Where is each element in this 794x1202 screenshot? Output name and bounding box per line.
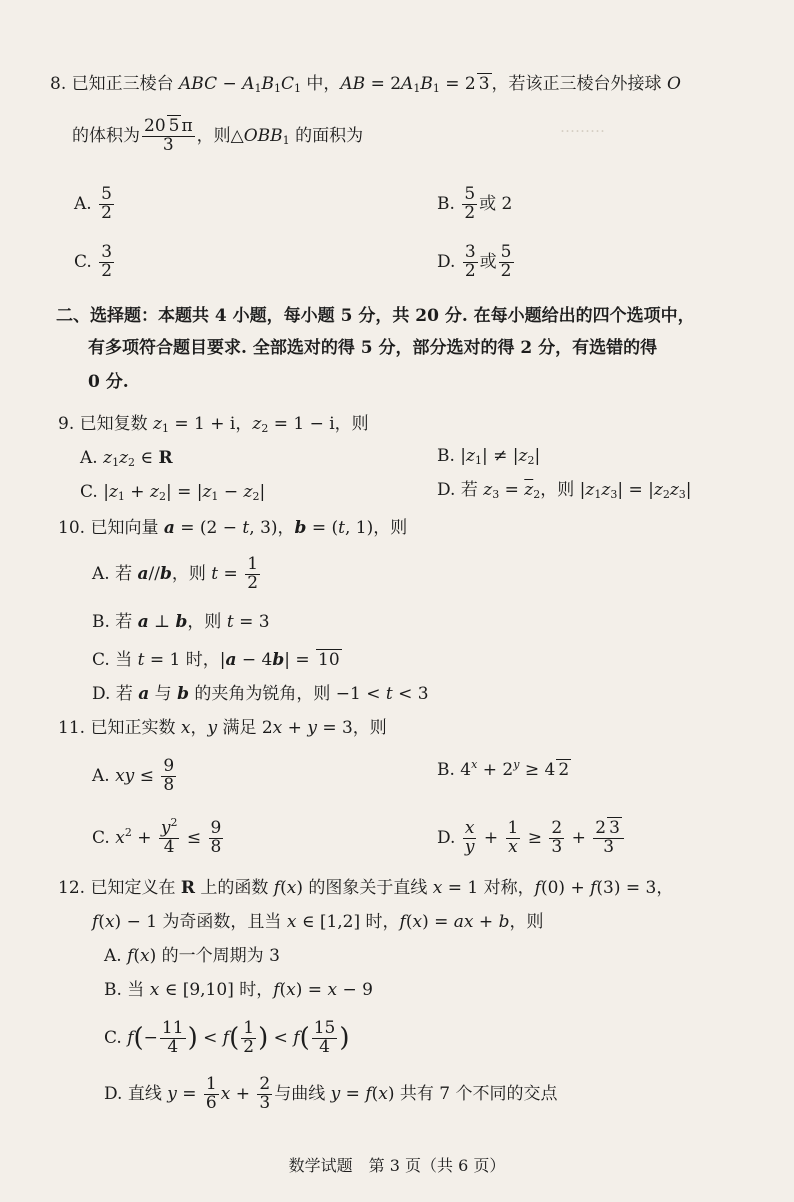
q11-option-d[interactable]: D. $\frac{x}{y}$ + $\frac{1}{x}$ ≥ $\frac{2}{3}$ + $\frac{2 3}{3}$ — [437, 820, 626, 857]
q8-option-a[interactable]: A. $\frac{5}{2}$ — [74, 184, 112, 223]
q11-stem: 11. 已知正实数 x，y 满足 2x + y = 3，则 — [58, 718, 387, 738]
q12-option-a[interactable]: A. f(x) 的一个周期为 3 — [104, 946, 280, 966]
q8-option-d[interactable]: D. $\frac{3}{2}$ 或 $\frac{5}{2}$ — [437, 242, 512, 281]
section2-heading-line1: 二、选择题：本题共 4 小题，每小题 5 分，共 20 分. 在每小题给出的四个选项中， — [56, 306, 695, 326]
q10-option-a[interactable]: A. 若 a//b，则 t = $\frac{1}{2}$ — [92, 554, 259, 593]
q10-option-b[interactable]: B. 若 a ⊥ b，则 t = 3 — [92, 612, 270, 632]
q12-option-c[interactable]: C. f(− $\frac{11}{4}$ ) < f( $\frac{1}{2}$ ) < f( $\frac{15}{4}$ ) — [104, 1018, 350, 1057]
q11-option-c[interactable]: C. $x^2$ + $\frac{y^2}{4}$ ≤ $\frac{9}{8}$ — [92, 816, 222, 857]
q9-option-c[interactable]: C. $|z_1 + z_2| = |z_1 - z_2|$ — [80, 482, 266, 503]
q10-option-d[interactable]: D. 若 a 与 b 的夹角为锐角，则 −1 < t < 3 — [92, 684, 429, 704]
page-footer: 数学试题 第 3 页（共 6 页） — [288, 1156, 506, 1175]
q9-option-b[interactable]: B. $|z_1| \ne |z_2|$ — [437, 446, 541, 467]
q12-stem-line2: f(x) − 1 为奇函数，且当 x ∈ [1,2] 时，f(x) = ax + b，则 — [92, 912, 544, 932]
q12-stem-line1: 12. 已知定义在 R 上的函数 f(x) 的图象关于直线 x = 1 对称，f(0) + f(3) = 3， — [58, 878, 674, 898]
q8-option-b[interactable]: B. $\frac{5}{2}$ 或 2 — [437, 184, 513, 223]
q8-volume-suffix: ，则$\triangle OBB_1$ 的面积为 — [196, 125, 364, 147]
q10-option-c[interactable]: C. 当 t = 1 时，|a − 4b| = 10 — [92, 650, 340, 670]
q10-stem: 10. 已知向量 a = (2 − t, 3)，b = (t, 1)，则 — [58, 518, 408, 538]
q11-option-a[interactable]: A. xy ≤ $\frac{9}{8}$ — [92, 756, 175, 795]
bleed-through-text: ……… — [560, 118, 605, 136]
q8-volume-prefix: 的体积为 — [72, 125, 140, 146]
q9-stem: 9. 已知复数 $z_1 = 1 + i$，$z_2 = 1 - i$，则 — [58, 414, 369, 435]
q12-option-b[interactable]: B. 当 x ∈ [9,10] 时，f(x) = x − 9 — [104, 980, 373, 1000]
q8-option-c[interactable]: C. $\frac{3}{2}$ — [74, 242, 113, 281]
q9-option-a[interactable]: A. $z_1z_2$ ∈ R — [80, 448, 173, 469]
section2-heading-line2: 有多项符合题目要求. 全部选对的得 5 分，部分选对的得 2 分，有选错的得 — [88, 338, 658, 358]
q8-stem-line1: 8. 已知正三棱台 ABC − $A_1B_1C_1$ 中，AB = $2A_1B_1 = 2$ 3 ，若该正三棱台外接球 O — [50, 74, 681, 95]
q8-volume-fraction: $\frac{20 5 \pi}{3}$ — [144, 116, 193, 155]
q12-option-d[interactable]: D. 直线 y = $\frac{1}{6}$ x + $\frac{2}{3}$ 与曲线 y = f(x) 共有 7 个不同的交点 — [104, 1074, 558, 1113]
section2-heading-line3: 0 分. — [88, 372, 129, 392]
q9-option-d[interactable]: D. 若 $z_3 = \overline{z}_2$，则 $|z_1z_3| = |z_2z_3|$ — [437, 480, 692, 501]
q8-stem-line2 — [72, 118, 363, 155]
q11-option-b[interactable]: B. $4^x + 2^y \ge 4$ 2 — [437, 758, 570, 780]
